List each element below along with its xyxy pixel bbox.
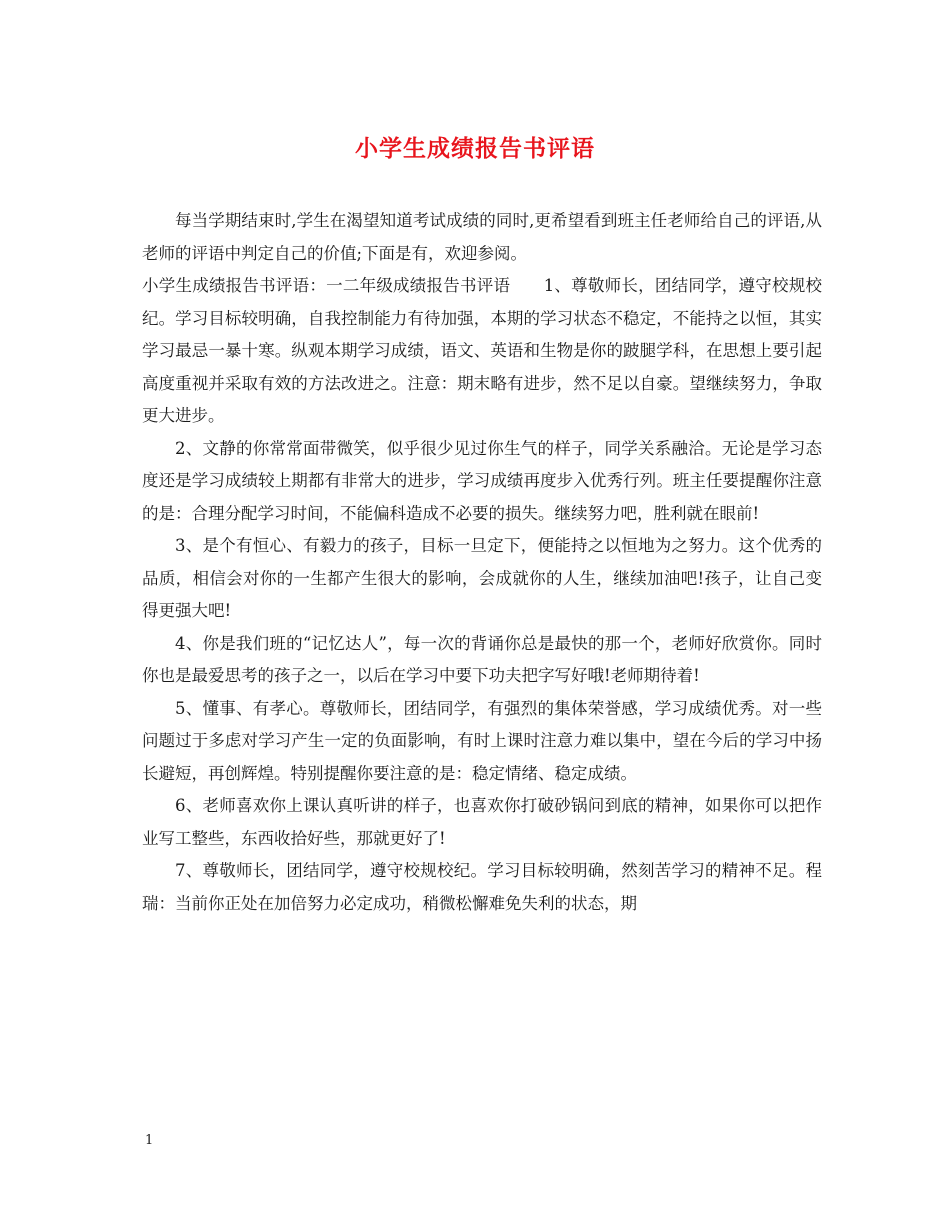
paragraph-4: 4、你是我们班的“记忆达人”，每一次的背诵你总是最快的那一个，老师好欣赏你。同时你也是最爱思考的孩子之一，以后在学习中要下功夫把字写好哦!老师期待着! [142, 633, 822, 685]
document-body [142, 205, 822, 920]
paragraph-6: 6、老师喜欢你上课认真听讲的样子，也喜欢你打破砂锅问到底的精神，如果你可以把作业写工整些，东西收拾好些，那就更好了! [142, 796, 822, 848]
document-title: 小学生成绩报告书评语 [355, 135, 595, 162]
page-number: 1 [145, 1133, 154, 1148]
paragraph-7: 7、尊敬师长，团结同学，遵守校规校纪。学习目标较明确，然刻苦学习的精神不足。程瑞：当前你正处在加倍努力必定成功，稍微松懈难免失利的状态，期 [142, 861, 822, 913]
paragraph-3: 3、是个有恒心、有毅力的孩子，目标一旦定下，便能持之以恒地为之努力。这个优秀的品质，相信会对你的一生都产生很大的影响，会成就你的人生，继续加油吧!孩子，让自己变得更强大吧! [142, 536, 822, 620]
paragraph-1: 小学生成绩报告书评语：一二年级成绩报告书评语 1、尊敬师长，团结同学，遵守校规校纪。学习目标较明确，自我控制能力有待加强，本期的学习状态不稳定，不能持之以恒，其实学习最忌一暴十寒。纵观本期学习成绩，语文、英语和生物是你的跛腿学科，在思想上要引起高度重视并采取有效的方法改进之。注意：期末略有进步，然不足以自豪。望继续努力，争取更大进步。 [142, 276, 822, 425]
paragraph-2: 2、文静的你常常面带微笑，似乎很少见过你生气的样子，同学关系融洽。无论是学习态度还是学习成绩较上期都有非常大的进步，学习成绩再度步入优秀行列。班主任要提醒你注意的是：合理分配学习时间，不能偏科造成不必要的损失。继续努力吧，胜利就在眼前! [142, 438, 822, 523]
paragraph-5: 5、懂事、有孝心。尊敬师长，团结同学，有强烈的集体荣誉感，学习成绩优秀。对一些问题过于多虑对学习产生一定的负面影响，有时上课时注意力难以集中，望在今后的学习中扬长避短，再创辉煌。特别提醒你要注意的是：稳定情绪、稳定成绩。 [142, 698, 822, 783]
paragraph-intro: 每当学期结束时,学生在渴望知道考试成绩的同时,更希望看到班主任老师给自己的评语,从老师的评语中判定自己的价值;下面是有，欢迎参阅。 [142, 211, 822, 263]
